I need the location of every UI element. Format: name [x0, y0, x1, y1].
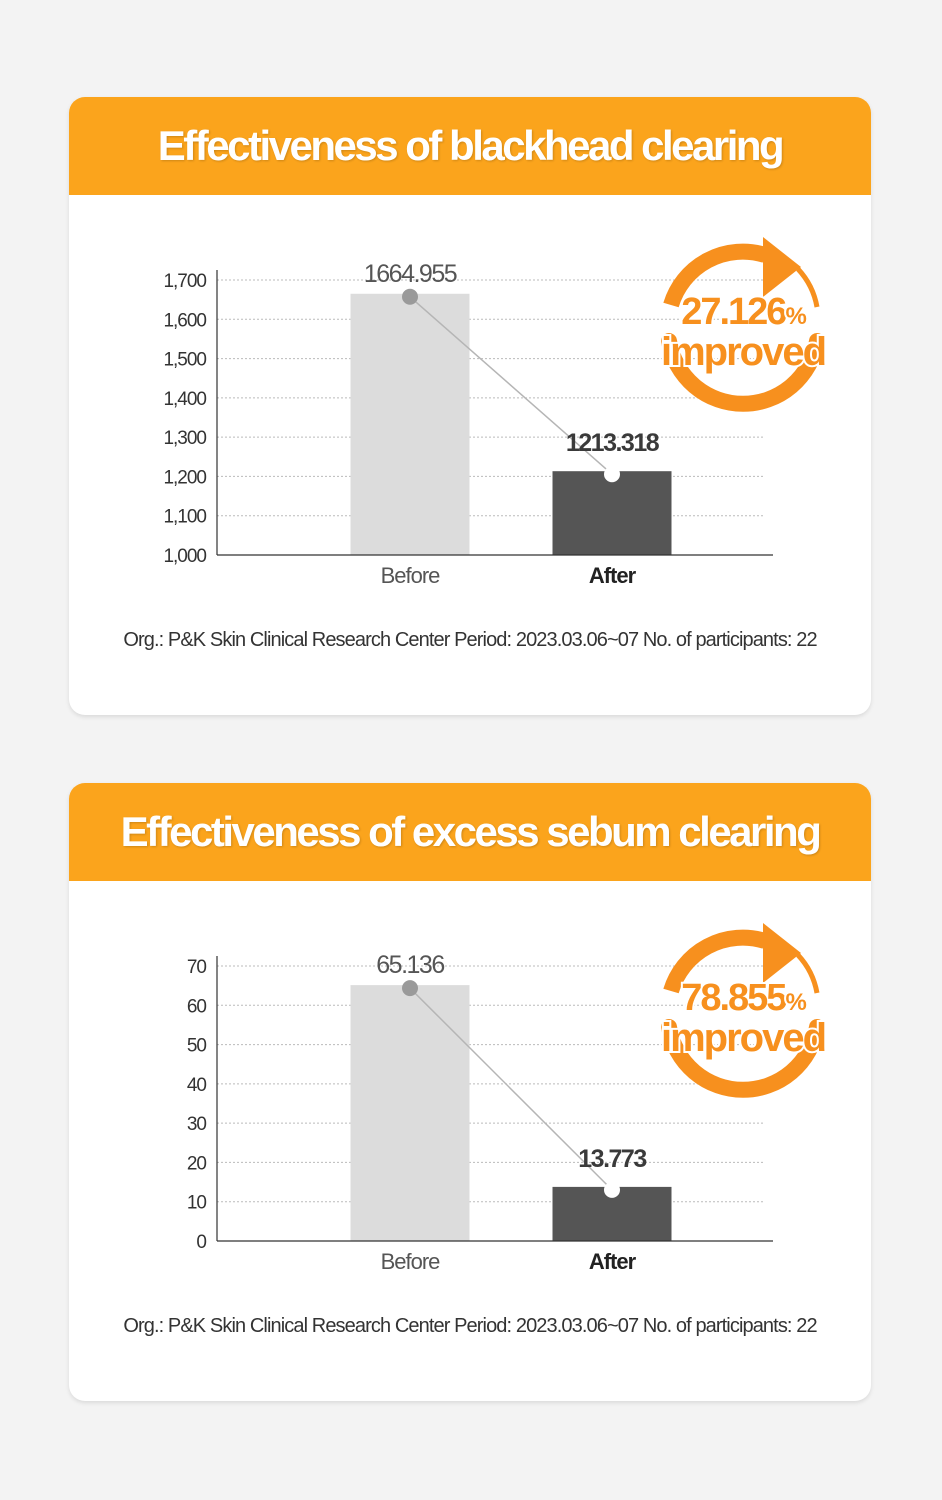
chart-title: Effectiveness of excess sebum clearing — [120, 808, 820, 855]
badge-label: improved — [660, 1016, 826, 1060]
badge-percent — [681, 291, 806, 333]
before-value-label: 65.136 — [376, 951, 444, 980]
y-tick-label: 1,600 — [163, 310, 206, 332]
before-value-label: 1664.955 — [363, 259, 457, 288]
card-header — [69, 783, 871, 881]
sebum-chart — [69, 881, 871, 1301]
y-tick-label: 1,300 — [163, 428, 206, 450]
chart-footnote: Org.: P&K Skin Clinical Research Center Period: 2023.03.06~07 No. of participants: 22 — [123, 629, 817, 651]
x-tick-label-before: Before — [380, 1249, 440, 1274]
y-tick-label: 70 — [186, 957, 206, 978]
y-tick-label: 1,200 — [163, 467, 206, 489]
before-point — [402, 980, 418, 996]
y-tick-label: 40 — [186, 1074, 206, 1096]
y-tick-label: 60 — [186, 996, 206, 1018]
improved-badge — [661, 237, 825, 404]
badge-percent-number: 27.126 — [681, 291, 786, 333]
y-tick-label: 50 — [186, 1035, 206, 1057]
after-value-label: 13.773 — [578, 1144, 646, 1173]
after-point — [604, 466, 620, 482]
after-value-label: 1213.318 — [565, 429, 659, 458]
badge-label: improved — [660, 330, 826, 374]
y-tick-label: 1,500 — [163, 349, 206, 371]
badge-arrow-head — [763, 237, 801, 297]
y-tick-label: 1,000 — [163, 546, 206, 567]
badge-percent-number: 78.855 — [681, 977, 786, 1019]
before-point — [402, 289, 418, 305]
y-tick-label: 10 — [186, 1192, 206, 1214]
y-tick-label: 0 — [196, 1232, 206, 1253]
chart-title: Effectiveness of blackhead clearing — [157, 122, 783, 169]
before-bar — [351, 985, 470, 1241]
y-tick-label: 1,400 — [163, 388, 206, 410]
blackhead-chart-card — [69, 97, 871, 715]
badge-percent — [681, 977, 806, 1019]
badge-percent-sign: % — [785, 989, 805, 1016]
y-tick-label: 20 — [186, 1153, 206, 1175]
improved-badge — [661, 923, 825, 1090]
x-tick-label-after: After — [588, 563, 636, 588]
after-point — [604, 1182, 620, 1198]
card-header — [69, 97, 871, 195]
x-tick-label-before: Before — [380, 563, 440, 588]
chart-footnote: Org.: P&K Skin Clinical Research Center Period: 2023.03.06~07 No. of participants: 22 — [123, 1315, 817, 1337]
y-tick-label: 30 — [186, 1114, 206, 1136]
badge-percent-sign: % — [785, 303, 805, 330]
after-bar — [553, 471, 672, 555]
badge-arrow-head — [763, 923, 801, 983]
x-tick-label-after: After — [588, 1249, 636, 1274]
y-tick-label: 1,100 — [163, 506, 206, 528]
sebum-chart-card — [69, 783, 871, 1401]
badge-arc-thin — [798, 269, 817, 307]
y-tick-label: 1,700 — [163, 271, 206, 292]
blackhead-chart — [69, 195, 871, 615]
badge-arc-thin — [798, 955, 817, 993]
